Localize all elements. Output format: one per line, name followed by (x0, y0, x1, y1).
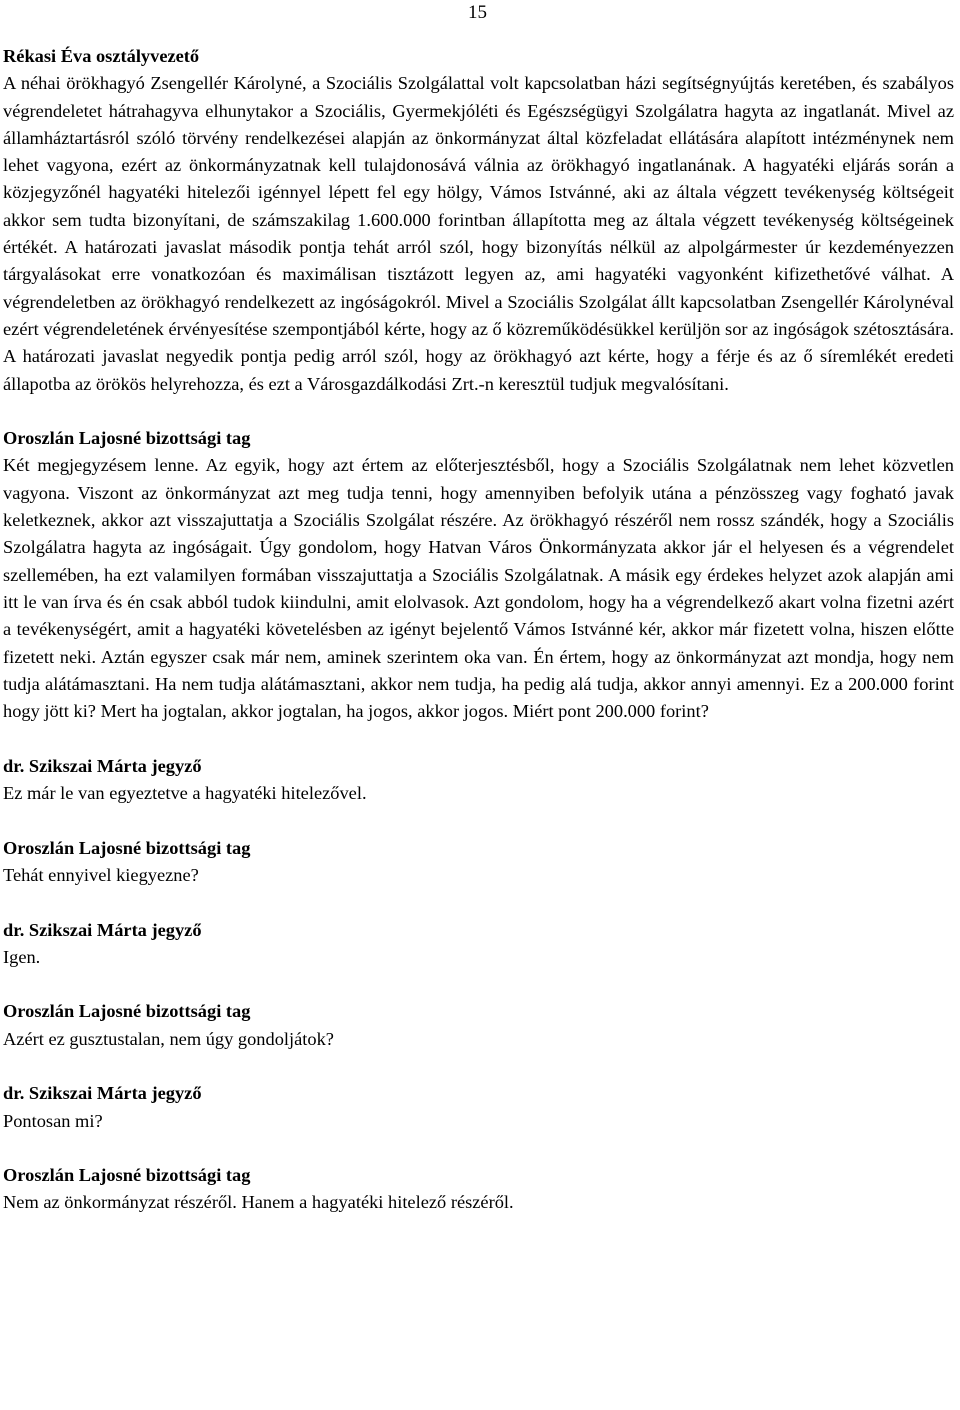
minutes-body (3, 43, 954, 1217)
speech-text: Nem az önkormányzat részéről. Hanem a hagyatéki hitelező részéről. (3, 1192, 514, 1213)
speech-block-8 (3, 1162, 954, 1217)
speaker-name: Oroszlán Lajosné bizottsági tag (3, 428, 251, 449)
speech-text: A néhai örökhagyó Zsengellér Károlyné, a Szociális Szolgálattal volt kapcsolatban házi segítségnyújtás keretében, és szabályos végrendeletet hátrahagyva elhunytakor a Szociális, Gyermekjóléti és Egészségügyi Szolgálatra hagyta az ingatlanát. Mivel az államháztartásról szóló törvény rendelkezései alapján az önkormányzat által közfeladat ellátására alapított intézménynek nem lehet vagyona, ezért az önkormányzatnak kell tulajdonosává válnia az örökhagyó ingatlanának. A hagyatéki eljárás során a közjegyzőnél hagyatéki hitelezői igénnyel lépett fel egy hölgy, Vámos Istvánné, aki az általa végzett tevékenység költségeit akkor sem tudta bizonyítani, de számszakilag 1.600.000 forintban állapította meg az általa végzett tevékenység költségeinek értékét. A határozati javaslat második pontja tehát arról szól, hogy bizonyítás nélkül az alpolgármester úr kezdeményezzen tárgyalásokat erre vonatkozóan és maximálisan tisztázott legyen az, ami hagyatéki vagyonként kifizethetővé válhat. A végrendeletben az örökhagyó rendelkezett az ingóságokról. Mivel a Szociális Szolgálat állt kapcsolatban Zsengellér Károlynéval ezért végrendeletének érvényesítése szempontjából kérte, hogy az ő közreműködésükkel kerüljön sor az ingóságok szétosztására. A határozati javaslat negyedik pontja pedig arról szól, hogy az örökhagyó azt kérte, hogy a férje és az ő síremlékét eredeti állapotba az örökös helyrehozza, és ezt a Városgazdálkodási Zrt.-n keresztül tudjuk megvalósítani. (3, 73, 954, 394)
speech-block-2 (3, 425, 954, 725)
speech-text: Tehát ennyivel kiegyezne? (3, 864, 199, 885)
speech-block-4 (3, 835, 954, 890)
speech-block-7 (3, 1080, 954, 1135)
speech-text: Azért ez gusztustalan, nem úgy gondoljátok? (3, 1028, 334, 1049)
speaker-name: Oroszlán Lajosné bizottsági tag (3, 1165, 251, 1186)
speech-text: Pontosan mi? (3, 1110, 103, 1131)
speaker-name: Oroszlán Lajosné bizottsági tag (3, 837, 251, 858)
speech-block-6 (3, 998, 954, 1053)
speech-block-5 (3, 917, 954, 972)
speech-text: Igen. (3, 946, 41, 967)
speech-text: Ez már le van egyeztetve a hagyatéki hitelezővel. (3, 783, 367, 804)
speaker-name: dr. Szikszai Márta jegyző (3, 1083, 202, 1104)
speech-block-1 (3, 43, 954, 398)
speaker-name: Rékasi Éva osztályvezető (3, 46, 200, 66)
speaker-name: dr. Szikszai Márta jegyző (3, 755, 202, 776)
speaker-name: Oroszlán Lajosné bizottsági tag (3, 1001, 251, 1022)
speaker-name: dr. Szikszai Márta jegyző (3, 919, 202, 940)
speech-text: Két megjegyzésem lenne. Az egyik, hogy azt értem az előterjesztésből, hogy a Szociális Szolgálatnak nem lehet közvetlen vagyona. Viszont az önkormányzat azt meg tudja tenni, hogy amennyiben befolyik utána a pénzösszeg vagy fogható javak keletkeznek, akkor azt visszajuttatja a Szociális Szolgálat részére. Az örökhagyó részéről nem rossz szándék, hogy a Szociális Szolgálatra hagyta az ingóságait. Úgy gondolom, hogy Hatvan Város Önkormányzata akkor jár el helyesen és a végrendelet szellemében, ha ezt valamilyen formában visszajuttatja a Szociális Szolgálatnak. A másik egy érdekes helyzet azok alapján ami itt le van írva és én csak abból tudok kiindulni, amit elolvasok. Azt gondolom, hogy ha a végrendelkező akart volna fizetni azért a tevékenységért, amit a hagyatéki követelésben az igényt bejelentő Vámos Istvánné kér, akkor már fizetett volna, hiszen előtte fizetett neki. Aztán egyszer csak már nem, aminek szerintem oka van. Én értem, hogy az önkormányzat azt mondja, hogy nem tudja alátámasztani. Ha nem tudja alátámasztani, akkor nem tudja, ha pedig alá tudja, akkor annyi amennyi. Ez a 200.000 forint hogy jött ki? Mert ha jogtalan, akkor jogtalan, ha jogos, akkor jogos. Miért pont 200.000 forint? (3, 455, 954, 722)
speech-block-3 (3, 753, 954, 808)
page-number: 15 (468, 2, 487, 23)
